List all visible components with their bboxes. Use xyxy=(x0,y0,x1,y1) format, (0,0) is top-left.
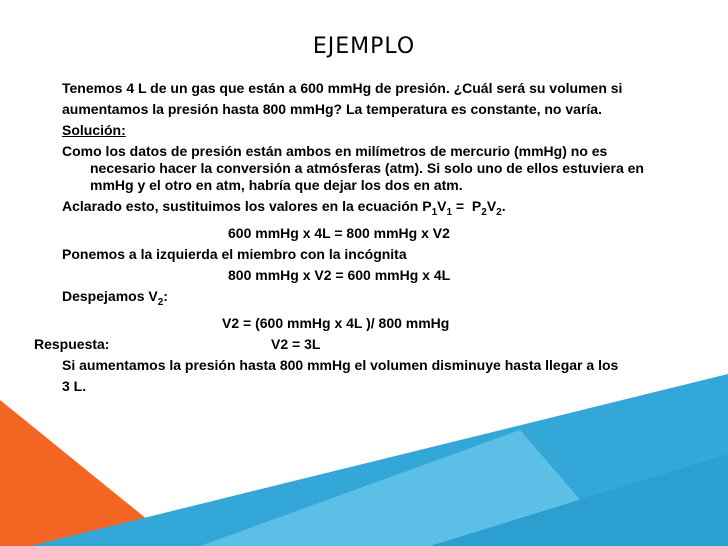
eq-v1: V xyxy=(437,198,447,214)
solution-label: Solución: xyxy=(62,122,126,138)
paragraph-6 xyxy=(62,288,662,311)
paragraph-3: Como los datos de presión están ambos en milímetros de mercurio (mmHg) no es necesario hacer la conversión a atmósferas (atm). Si solo uno de ellos estuviera en mmHg y el otro en atm, habría que dejar los dos en atm. xyxy=(62,143,644,193)
answer-label: Respuesta: xyxy=(34,335,110,352)
paragraph-7: Si aumentamos la presión hasta 800 mmHg el volumen disminuye hasta llegar a los xyxy=(62,356,619,373)
paragraph-2: aumentamos la presión hasta 800 mmHg? La temperatura es constante, no varía. xyxy=(62,101,602,117)
equation-1: 600 mmHg x 4L = 800 mmHg x V2 xyxy=(228,224,450,241)
paragraph-6-sub: 2 xyxy=(157,296,164,308)
answer-line xyxy=(34,335,662,353)
paragraph-8: 3 L. xyxy=(62,377,87,394)
eq-p2: P xyxy=(471,198,482,214)
eq-equals: = xyxy=(452,198,472,214)
paragraph-5: Ponemos a la izquierda el miembro con la incógnita xyxy=(62,245,407,262)
eq-p1-sub: 1 xyxy=(431,206,438,218)
slide-title: EJEMPLO xyxy=(312,34,416,59)
eq-v1-sub: 1 xyxy=(446,206,453,218)
eq-p1: P xyxy=(422,198,432,214)
paragraph-4-text: Aclarado esto, sustituimos los valores en la ecuación xyxy=(62,198,423,214)
equation-3: V2 = (600 mmHg x 4L )/ 800 mmHg xyxy=(222,314,450,331)
eq-end: . xyxy=(501,198,506,214)
paragraph-6-text: Despejamos V xyxy=(62,287,158,304)
eq-v2-sub: 2 xyxy=(496,206,502,218)
paragraph-1: Tenemos 4 L de un gas que están a 600 mmHg de presión. ¿Cuál será su volumen si xyxy=(62,80,623,96)
eq-v2: V xyxy=(486,198,497,214)
eq-p2-sub: 2 xyxy=(481,206,487,218)
answer-value: V2 = 3L xyxy=(271,335,321,352)
paragraph-4 xyxy=(62,198,662,221)
equation-2: 800 mmHg x V2 = 600 mmHg x 4L xyxy=(228,266,451,283)
slide-content xyxy=(34,80,662,399)
solution-heading xyxy=(62,122,662,139)
paragraph-6-end: : xyxy=(163,287,168,304)
